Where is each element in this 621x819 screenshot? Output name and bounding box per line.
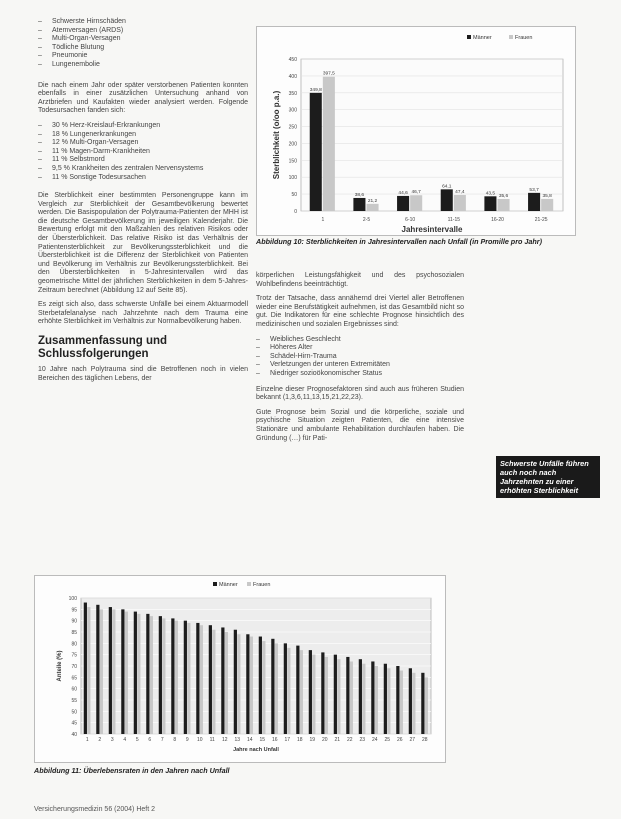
x-tick-label: 16-20 <box>491 217 504 223</box>
bar-frauen <box>325 657 328 734</box>
y-tick-label: 150 <box>288 158 297 165</box>
bar-frauen <box>175 621 178 734</box>
bar-maenner <box>334 655 337 734</box>
bar-maenner <box>121 609 124 734</box>
x-tick-label: 21 <box>334 737 341 743</box>
x-tick-label: 28 <box>421 737 428 743</box>
bar-frauen <box>400 671 403 734</box>
bar-maenner <box>310 93 322 211</box>
legend-swatch <box>467 35 471 39</box>
data-label: 21,2 <box>367 198 378 204</box>
bar-frauen <box>100 609 103 734</box>
y-tick-label: 75 <box>71 652 77 659</box>
legend-swatch <box>509 35 513 39</box>
list-item: – 18 % Lungenerkrankungen <box>38 131 248 140</box>
data-label: 349,8 <box>309 87 322 93</box>
bar-maenner <box>171 618 174 734</box>
legend-swatch <box>247 582 251 586</box>
y-tick-label: 300 <box>288 107 297 114</box>
right-column <box>256 272 464 449</box>
legend-label: Frauen <box>253 582 271 588</box>
bar-frauen <box>412 673 415 734</box>
bar-maenner <box>409 668 412 734</box>
bar-maenner <box>484 196 496 211</box>
ueberlebensraten-chart <box>35 576 445 762</box>
y-tick-label: 85 <box>71 630 77 636</box>
y-tick-label: 90 <box>71 618 77 625</box>
bar-frauen <box>498 199 510 211</box>
left-column <box>38 18 248 389</box>
bar-frauen <box>150 616 153 734</box>
bar-frauen <box>410 195 422 211</box>
x-tick-label: 2 <box>98 737 102 743</box>
paragraph: 10 Jahre nach Polytrauma sind die Betroffenen noch in vielen Bereichen des täglichen Lebens, der <box>38 366 248 382</box>
paragraph: Einzelne dieser Prognosefaktoren sind auch aus früheren Studien bekannt (1,3,6,11,13,15,21,22,23). <box>256 385 464 402</box>
bar-maenner <box>209 625 212 734</box>
list-item: – 11 % Magen-Darm-Krankheiten <box>38 148 248 157</box>
bar-frauen <box>425 677 428 734</box>
y-tick-label: 450 <box>288 57 297 63</box>
data-label: 35,8 <box>542 193 552 199</box>
bar-maenner <box>146 614 149 734</box>
causes-of-death-list <box>38 122 248 182</box>
x-tick-label: 11 <box>209 737 215 743</box>
bar-frauen <box>312 655 315 734</box>
sterblichkeit-chart <box>257 27 575 235</box>
bar-frauen <box>112 609 115 734</box>
x-tick-label: 15 <box>259 737 266 743</box>
list-item: – Weibliches Geschlecht <box>256 336 464 345</box>
margin-note: Schwerste Unfälle führen auch noch nach Jahrzehnten zu einer erhöhten Sterblichkeit <box>496 456 600 498</box>
x-tick-label: 20 <box>321 737 328 743</box>
plot-area <box>301 59 563 211</box>
bar-maenner <box>309 650 312 734</box>
data-label: 53,7 <box>529 187 539 193</box>
bar-frauen <box>367 204 379 211</box>
list-item: – Tödliche Blutung <box>38 44 248 53</box>
y-tick-label: 400 <box>288 73 297 80</box>
bar-maenner <box>346 657 349 734</box>
list-item: – Höheres Alter <box>256 344 464 353</box>
figure-11-chart <box>34 575 446 763</box>
y-tick-label: 70 <box>71 664 77 670</box>
x-tick-label: 11-15 <box>447 217 461 223</box>
y-tick-label: 40 <box>71 732 77 738</box>
bar-maenner <box>96 605 99 734</box>
x-tick-label: 23 <box>359 737 366 743</box>
bar-maenner <box>359 659 362 734</box>
data-label: 44,6 <box>398 190 408 196</box>
y-tick-label: 60 <box>71 686 77 693</box>
list-item: – Atemversagen (ARDS) <box>38 27 248 36</box>
x-tick-label: 8 <box>173 737 177 743</box>
y-tick-label: 100 <box>288 175 297 182</box>
data-label: 64,1 <box>442 184 452 190</box>
bar-frauen <box>323 77 335 211</box>
bar-maenner <box>397 196 409 211</box>
bar-maenner <box>271 639 274 734</box>
y-tick-label: 55 <box>71 698 77 704</box>
x-tick-label: 18 <box>296 737 303 743</box>
list-item: – 12 % Multi-Organ-Versagen <box>38 139 248 148</box>
x-tick-label: 16 <box>271 737 278 743</box>
bar-maenner <box>134 612 137 734</box>
bar-frauen <box>375 666 378 734</box>
list-item: – Verletzungen der unteren Extremitäten <box>256 361 464 370</box>
bar-frauen <box>200 625 203 734</box>
bar-maenner <box>296 646 299 734</box>
data-label: 38,6 <box>354 192 365 198</box>
bar-maenner <box>353 198 365 211</box>
list-item: – 30 % Herz-Kreislauf-Erkrankungen <box>38 122 248 131</box>
list-item: – Schädel-Hirn-Trauma <box>256 353 464 362</box>
list-item: – Pneumonie <box>38 52 248 61</box>
x-tick-label: 22 <box>346 737 353 743</box>
data-label: 47,4 <box>455 189 465 195</box>
y-tick-label: 250 <box>288 124 297 131</box>
paragraph: Trotz der Tatsache, dass annähernd drei Viertel aller Betroffenen wieder eine Berufstätigkeit aufnehmen, ist das Gesamtbild nicht so gut. Die Indikatoren für eine schlechte Prognose hinsichtlich des medizinischen und sozialen Ergebnisses sind: <box>256 295 464 328</box>
y-axis-label: Anteile (%) <box>57 650 63 682</box>
prognosis-indicators-list <box>256 336 464 379</box>
bar-maenner <box>321 652 324 734</box>
x-axis-label: Jahre nach Unfall <box>233 747 279 753</box>
x-tick-label: 25 <box>384 737 391 743</box>
section-heading: Zusammenfassung und Schlussfolgerungen <box>38 335 168 360</box>
bar-maenner <box>421 673 424 734</box>
legend-label: Frauen <box>515 35 533 41</box>
x-tick-label: 6 <box>148 737 152 743</box>
bar-frauen <box>87 607 90 734</box>
x-tick-label: 4 <box>123 737 127 743</box>
x-tick-label: 12 <box>221 737 228 743</box>
data-label: 46,7 <box>411 190 421 196</box>
x-tick-label: 6-10 <box>405 217 416 223</box>
bar-frauen <box>300 650 303 734</box>
bar-frauen <box>262 641 265 734</box>
bar-maenner <box>196 623 199 734</box>
data-label: 35,6 <box>498 193 509 199</box>
x-tick-label: 1 <box>85 737 89 743</box>
y-tick-label: 50 <box>291 192 297 199</box>
y-tick-label: 95 <box>71 607 77 614</box>
x-tick-label: 7 <box>160 737 164 743</box>
bar-frauen <box>337 659 340 734</box>
figure-10-caption: Abbildung 10: Sterblichkeiten in Jahresintervallen nach Unfall (in Promille pro Jahr) <box>256 237 542 246</box>
y-tick-label: 80 <box>71 641 77 648</box>
bar-maenner <box>234 630 237 734</box>
bar-frauen <box>454 195 466 211</box>
list-item: – 11 % Selbstmord <box>38 156 248 165</box>
paragraph: Die nach einem Jahr oder später verstorbenen Patienten konnten ebenfalls in einer zusätzlichen Untersuchung anhand von Arztbriefen und Kaufakten wieder analysiert werden. Folgende Todesursachen fanden sich: <box>38 81 248 115</box>
figure-11-caption: Abbildung 11: Überlebensraten in den Jahren nach Unfall <box>34 766 230 775</box>
bar-frauen <box>387 668 390 734</box>
bar-frauen <box>187 623 190 734</box>
page-footer: Versicherungsmedizin 56 (2004) Heft 2 <box>34 806 156 813</box>
y-tick-label: 350 <box>288 90 297 97</box>
x-tick-label: 17 <box>284 737 291 743</box>
y-tick-label: 45 <box>71 720 77 727</box>
list-item: – Schwerste Hirnschäden <box>38 18 248 27</box>
x-tick-label: 9 <box>185 737 189 743</box>
paragraph: Gute Prognose beim Sozial und die körperliche, soziale und psychische Situation zeigten Patienten, die eine intensive Stationäre und ambulante Rehabilitation durchlaufen haben. Die Gründung (…) für Pati- <box>256 408 464 442</box>
bar-maenner <box>441 189 453 211</box>
bar-frauen <box>250 637 253 734</box>
bar-maenner <box>371 661 374 734</box>
y-tick-label: 100 <box>68 596 77 602</box>
y-tick-label: 200 <box>288 141 297 148</box>
bar-frauen <box>137 614 140 734</box>
x-tick-label: 13 <box>234 737 241 743</box>
y-tick-label: 65 <box>71 675 77 682</box>
x-tick-label: 26 <box>396 737 403 743</box>
y-axis-label: Sterblichkeit (o/oo p.a.) <box>272 90 281 180</box>
bar-frauen <box>541 199 553 211</box>
y-tick-label: 50 <box>71 709 77 716</box>
bar-maenner <box>159 616 162 734</box>
legend-label: Männer <box>219 582 238 588</box>
bar-frauen <box>162 618 165 734</box>
bar-maenner <box>184 621 187 734</box>
bar-frauen <box>225 632 228 734</box>
bar-maenner <box>109 607 112 734</box>
bar-frauen <box>287 648 290 734</box>
bar-maenner <box>528 193 540 211</box>
paragraph: körperlichen Leistungsfähigkeit und des psychosozialen Wohlbefindens beeinträchtigt. <box>256 272 464 288</box>
data-label: 397,5 <box>322 71 335 77</box>
figure-10-chart <box>256 26 576 236</box>
bar-maenner <box>84 603 87 734</box>
bar-maenner <box>284 643 287 734</box>
legend-swatch <box>213 582 217 586</box>
paragraph: Die Sterblichkeit einer bestimmten Personengruppe kann im Vergleich zur Sterblichkeit der Gesamtbevölkerung bewertet werden. Die Basispopulation der Polytrauma-Patienten der MHH ist die deutsche Gesamtbevölkerung im jeweiligen Kalenderjahr. Die Bewertung erfolgt mit den Maßzahlen des relativen Risikos oder der Übersterblichkeit. Das relative Risiko ist das Verhältnis der Patientensterblichkeit zur Bevölkerungssterblichkeit und die Übersterblichkeit ist die Differenz der Sterblichkeit von Patienten und Bevölkerung im Verhältnis zur Bevölkerungssterblichkeit. Bei den Übersterblichkeiten in 5-Jahresintervallen wird das geometrische Mittel der jährlichen Sterblichkeiten in dem 5-Jahres-Zeitraum berechnet (Abbildung 12 auf Seite 85). <box>38 192 248 294</box>
list-item: – 11 % Sonstige Todesursachen <box>38 174 248 183</box>
bar-frauen <box>212 630 215 734</box>
x-tick-label: 21-25 <box>534 217 548 223</box>
bar-frauen <box>350 661 353 734</box>
x-tick-label: 2-5 <box>362 217 371 223</box>
list-item: – Multi-Organ-Versagen <box>38 35 248 44</box>
legend-label: Männer <box>473 35 492 41</box>
x-tick-label: 5 <box>135 737 139 743</box>
x-tick-label: 14 <box>246 737 253 743</box>
bar-frauen <box>237 634 240 734</box>
list-item: – Niedriger sozioökonomischer Status <box>256 370 464 379</box>
x-tick-label: 3 <box>110 737 114 743</box>
bar-frauen <box>125 612 128 734</box>
list-item: – Lungenembolie <box>38 61 248 70</box>
bar-maenner <box>246 634 249 734</box>
x-tick-label: 1 <box>321 217 325 223</box>
x-tick-label: 27 <box>409 737 416 743</box>
data-label: 43,5 <box>485 191 496 197</box>
list-item: – 9,5 % Krankheiten des zentralen Nervensystems <box>38 165 248 174</box>
bar-frauen <box>275 643 278 734</box>
complications-list <box>38 18 248 70</box>
x-axis-label: Jahresintervalle <box>401 225 463 234</box>
bar-maenner <box>221 627 224 734</box>
x-tick-label: 19 <box>309 737 316 743</box>
bar-maenner <box>259 637 262 734</box>
y-tick-label: 0 <box>294 209 297 215</box>
bar-frauen <box>362 664 365 734</box>
paragraph: Es zeigt sich also, dass schwerste Unfälle bei einem Aktuarmodell Sterbetafelanalyse nach Jahrzehnte nach dem Trauma eine erhöhte Sterblichkeit im Verhältnis zur Normalbevölkerung haben. <box>38 301 248 326</box>
x-tick-label: 10 <box>196 737 203 743</box>
bar-maenner <box>384 664 387 734</box>
x-tick-label: 24 <box>371 737 378 743</box>
bar-maenner <box>396 666 399 734</box>
